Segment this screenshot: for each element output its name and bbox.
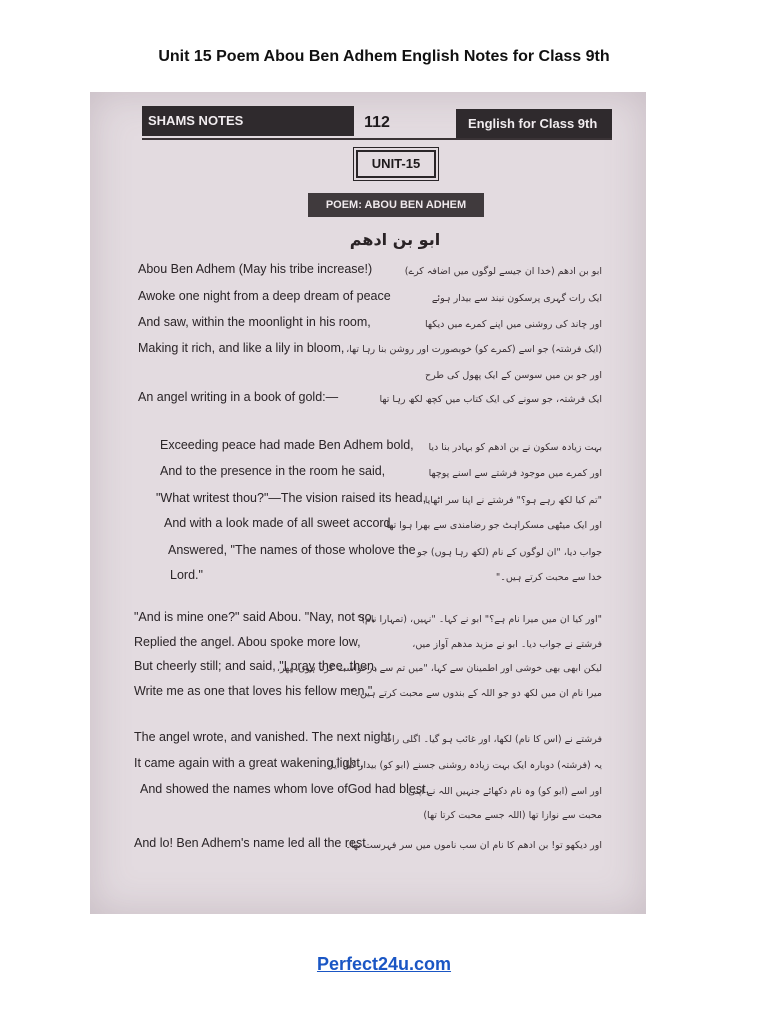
poem-line: "What writest thou?"—The vision raised its head, — [156, 491, 427, 505]
urdu-translation: فرشتے نے (اس کا نام) لکھا، اور غائب ہو گیا۔ اگلی رات — [383, 734, 602, 745]
poem-line: The angel wrote, and vanished. The next night — [134, 730, 391, 744]
poem-line: Lord." — [170, 568, 203, 582]
urdu-translation: (ایک فرشتہ) جو اسے (کمرے کو) خوبصورت اور روشن بنا رہا تھا، — [346, 344, 602, 355]
urdu-translation: اور دیکھو تو! بن ادھم کا نام ان سب ناموں میں سر فہرست تھا۔ — [345, 840, 602, 851]
urdu-translation: لیکن ابھی بھی خوشی اور اطمینان سے کہا، "میں تم سے درخواست کرتا ہوں، پھر، — [276, 663, 602, 674]
poem-line: And with a look made of all sweet accord, — [164, 516, 394, 530]
poem-line: Replied the angel. Abou spoke more low, — [134, 635, 361, 649]
poem-line: An angel writing in a book of gold:— — [138, 390, 339, 404]
urdu-translation: اور چاند کی روشنی میں اپنے کمرے میں دیکھا — [424, 319, 602, 330]
poem-line: And lo! Ben Adhem's name led all the rest — [134, 836, 366, 850]
poem-line: Making it rich, and like a lily in bloom, — [138, 341, 345, 355]
poem-line: "And is mine one?" said Abou. "Nay, not so, — [134, 610, 375, 624]
header-class: English for Class 9th — [456, 109, 612, 139]
poem-line: It came again with a great wakening light, — [134, 756, 364, 770]
urdu-title: ابو بن ادھم — [349, 230, 441, 249]
header-shams-notes: SHAMS NOTES — [142, 106, 354, 136]
header-divider — [142, 138, 612, 140]
website-link[interactable]: Perfect24u.com — [316, 954, 452, 974]
urdu-translation: یہ (فرشتہ) دوبارہ ایک بہت زیادہ روشنی جسنے (ابو کو) بیدار کیا، آیا، — [328, 760, 602, 771]
urdu-translation: "تم کیا لکھ رہے ہو؟" فرشتے نے اپنا سر اٹھایا — [424, 495, 602, 506]
poem-title: POEM: ABOU BEN ADHEM — [308, 193, 484, 217]
poem-line: Exceeding peace had made Ben Adhem bold, — [160, 438, 414, 452]
poem-line: Awoke one night from a deep dream of peace — [138, 289, 391, 303]
document-title: Unit 15 Poem Abou Ben Adhem English Notes for Class 9th — [158, 48, 610, 65]
urdu-translation: بہت زیادہ سکون نے بن ادھم کو بہادر بنا دیا — [428, 442, 602, 453]
urdu-translation: اور جو بن میں سوسن کے ایک پھول کی طرح — [425, 370, 602, 381]
scanned-page — [90, 92, 646, 914]
urdu-translation: اور اسے (ابو کو) وہ نام دکھائے جنہیں اللہ نے اپنی — [408, 786, 602, 797]
poem-line: Answered, "The names of those wholove the — [168, 543, 416, 557]
urdu-translation: اور کمرے میں موجود فرشتے سے اسنے پوچھا — [428, 468, 602, 479]
urdu-translation: فرشتے نے جواب دیا۔ ابو نے مزید مدھم آواز میں، — [412, 639, 602, 650]
poem-line: And saw, within the moonlight in his room, — [138, 315, 371, 329]
unit-label: UNIT-15 — [356, 150, 436, 178]
poem-line: And to the presence in the room he said, — [160, 464, 386, 478]
urdu-translation: ایک رات گہری پرسکون نیند سے بیدار ہوئے — [431, 293, 602, 304]
urdu-translation: محبت سے نوازا تھا (اللہ جسے محبت کرتا تھا) — [423, 810, 602, 821]
poem-line: And showed the names whom love ofGod had blest, — [140, 782, 430, 796]
urdu-translation: میرا نام ان میں لکھ دو جو اللہ کے بندوں سے محبت کرتے ہیں۔" — [350, 688, 602, 699]
urdu-translation: ایک فرشتہ، جو سونے کی ایک کتاب میں کچھ لکھ رہا تھا — [379, 394, 602, 405]
urdu-translation: اور ایک میٹھی مسکراہٹ جو رضامندی سے بھرا ہوا تھا — [386, 520, 602, 531]
urdu-translation: جواب دیا، "ان لوگوں کے نام (لکھ رہا ہوں) جو — [417, 547, 602, 558]
urdu-translation: ابو بن ادھم (خدا ان جیسے لوگوں میں اضافہ کرے) — [404, 266, 602, 277]
poem-line: But cheerly still; and said, "I pray thee, then, — [134, 659, 378, 673]
page-number: 112 — [364, 114, 390, 131]
poem-line: Write me as one that loves his fellow men." — [134, 684, 373, 698]
urdu-translation: خدا سے محبت کرتے ہیں۔" — [495, 572, 602, 583]
urdu-translation: "اور کیا ان میں میرا نام ہے؟" ابو نے کہا۔ "نہیں، (تمہارا نام)" — [356, 614, 602, 625]
poem-line: Abou Ben Adhem (May his tribe increase!) — [138, 262, 373, 276]
